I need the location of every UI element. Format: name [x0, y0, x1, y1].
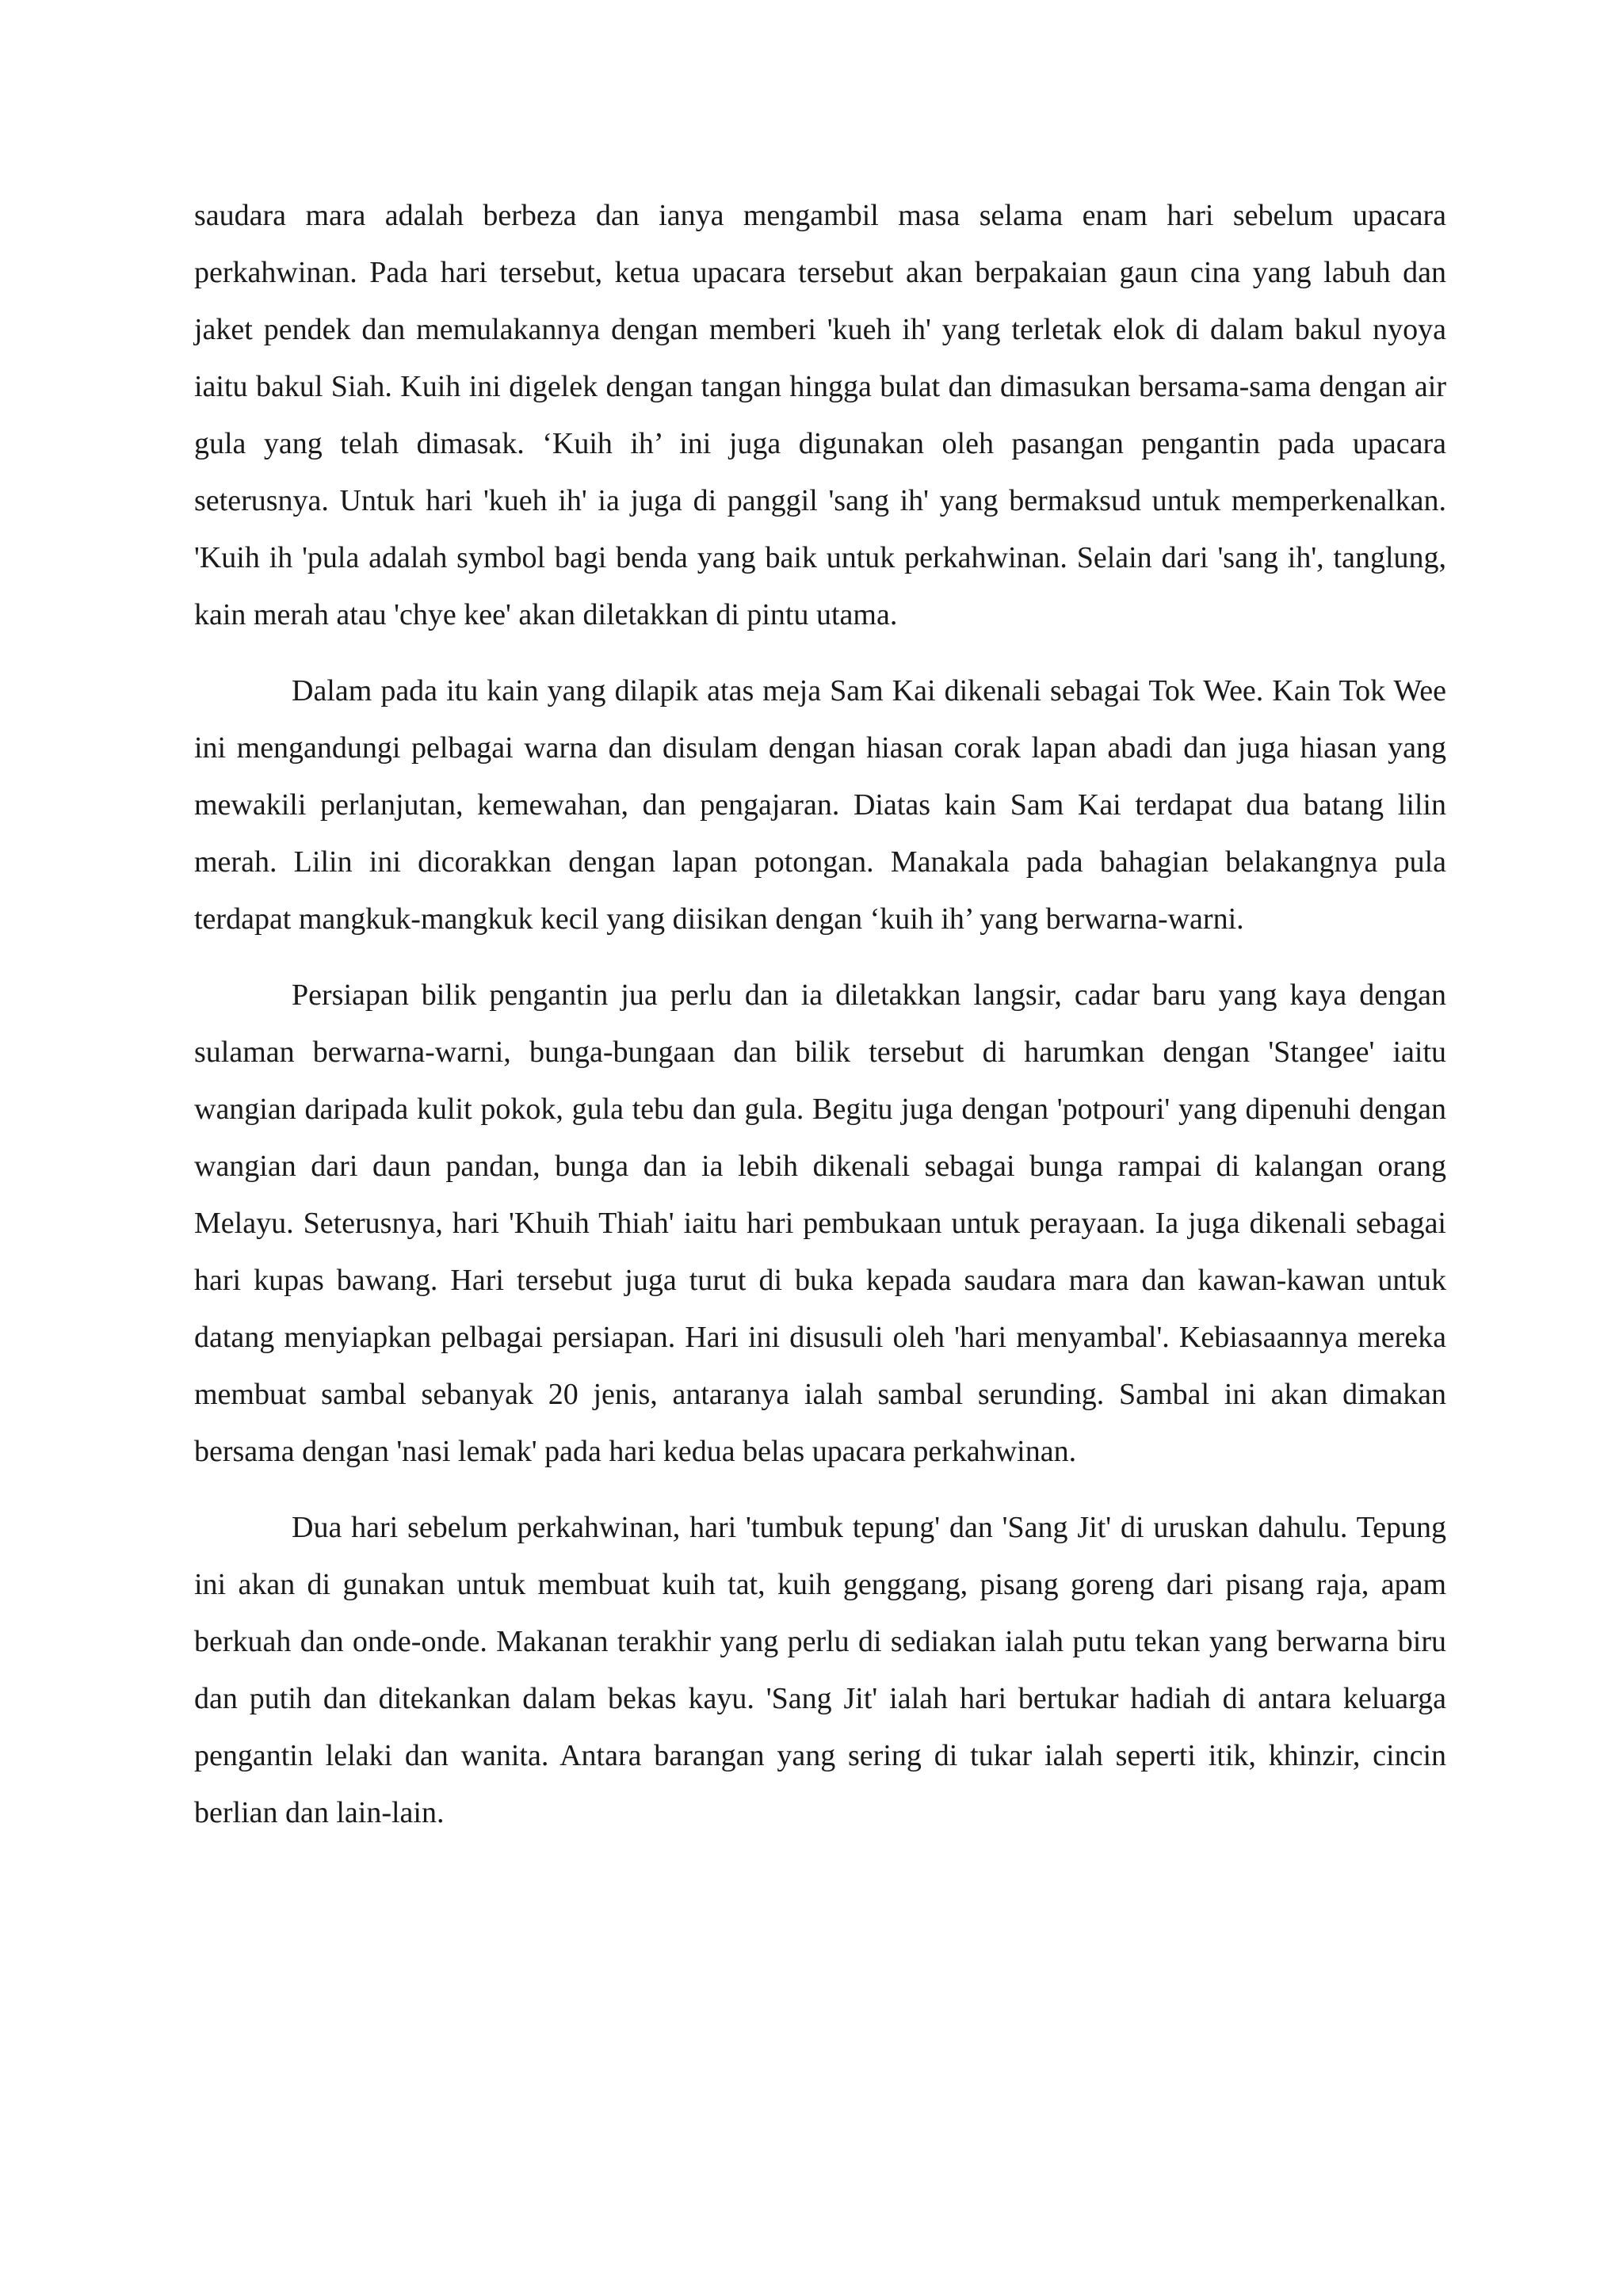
- paragraph-3: Persiapan bilik pengantin jua perlu dan ia diletakkan langsir, cadar baru yang kaya dengan sulaman berwarna-warni, bunga-bungaan dan bilik tersebut di harumkan dengan 'Stangee' iaitu wangian daripada kulit pokok, gula tebu dan gula. Begitu juga dengan 'potpouri' yang dipenuhi dengan wangian dari daun pandan, bunga dan ia lebih dikenali sebagai bunga rampai di kalangan orang Melayu. Seterusnya, hari 'Khuih Thiah' iaitu hari pembukaan untuk perayaan. Ia juga dikenali sebagai hari kupas bawang. Hari tersebut juga turut di buka kepada saudara mara dan kawan-kawan untuk datang menyiapkan pelbagai persiapan. Hari ini disusuli oleh 'hari menyambal'. Kebiasaannya mereka membuat sambal sebanyak 20 jenis, antaranya ialah sambal serunding. Sambal ini akan dimakan bersama dengan 'nasi lemak' pada hari kedua belas upacara perkahwinan.: [194, 978, 1446, 1468]
- document-body: [194, 187, 1446, 1860]
- paragraph-1: saudara mara adalah berbeza dan ianya mengambil masa selama enam hari sebelum upacara perkahwinan. Pada hari tersebut, ketua upacara tersebut akan berpakaian gaun cina yang labuh dan jaket pendek dan memulakannya dengan memberi 'kueh ih' yang terletak elok di dalam bakul nyoya iaitu bakul Siah. Kuih ini digelek dengan tangan hingga bulat dan dimasukan bersama-sama dengan air gula yang telah dimasak. ‘Kuih ih’ ini juga digunakan oleh pasangan pengantin pada upacara seterusnya. Untuk hari 'kueh ih' ia juga di panggil 'sang ih' yang bermaksud untuk memperkenalkan. 'Kuih ih 'pula adalah symbol bagi benda yang baik untuk perkahwinan. Selain dari 'sang ih', tanglung, kain merah atau 'chye kee' akan diletakkan di pintu utama.: [194, 199, 1446, 631]
- paragraph-4: Dua hari sebelum perkahwinan, hari 'tumbuk tepung' dan 'Sang Jit' di uruskan dahulu. Tepung ini akan di gunakan untuk membuat kuih tat, kuih genggang, pisang goreng dari pisang raja, apam berkuah dan onde-onde. Makanan terakhir yang perlu di sediakan ialah putu tekan yang berwarna biru dan putih dan ditekankan dalam bekas kayu. 'Sang Jit' ialah hari bertukar hadiah di antara keluarga pengantin lelaki dan wanita. Antara barangan yang sering di tukar ialah seperti itik, khinzir, cincin berlian dan lain-lain.: [194, 1511, 1446, 1829]
- paragraph-2: Dalam pada itu kain yang dilapik atas meja Sam Kai dikenali sebagai Tok Wee. Kain Tok Wee ini mengandungi pelbagai warna dan disulam dengan hiasan corak lapan abadi dan juga hiasan yang mewakili perlanjutan, kemewahan, dan pengajaran. Diatas kain Sam Kai terdapat dua batang lilin merah. Lilin ini dicorakkan dengan lapan potongan. Manakala pada bahagian belakangnya pula terdapat mangkuk-mangkuk kecil yang diisikan dengan ‘kuih ih’ yang berwarna-warni.: [194, 674, 1446, 936]
